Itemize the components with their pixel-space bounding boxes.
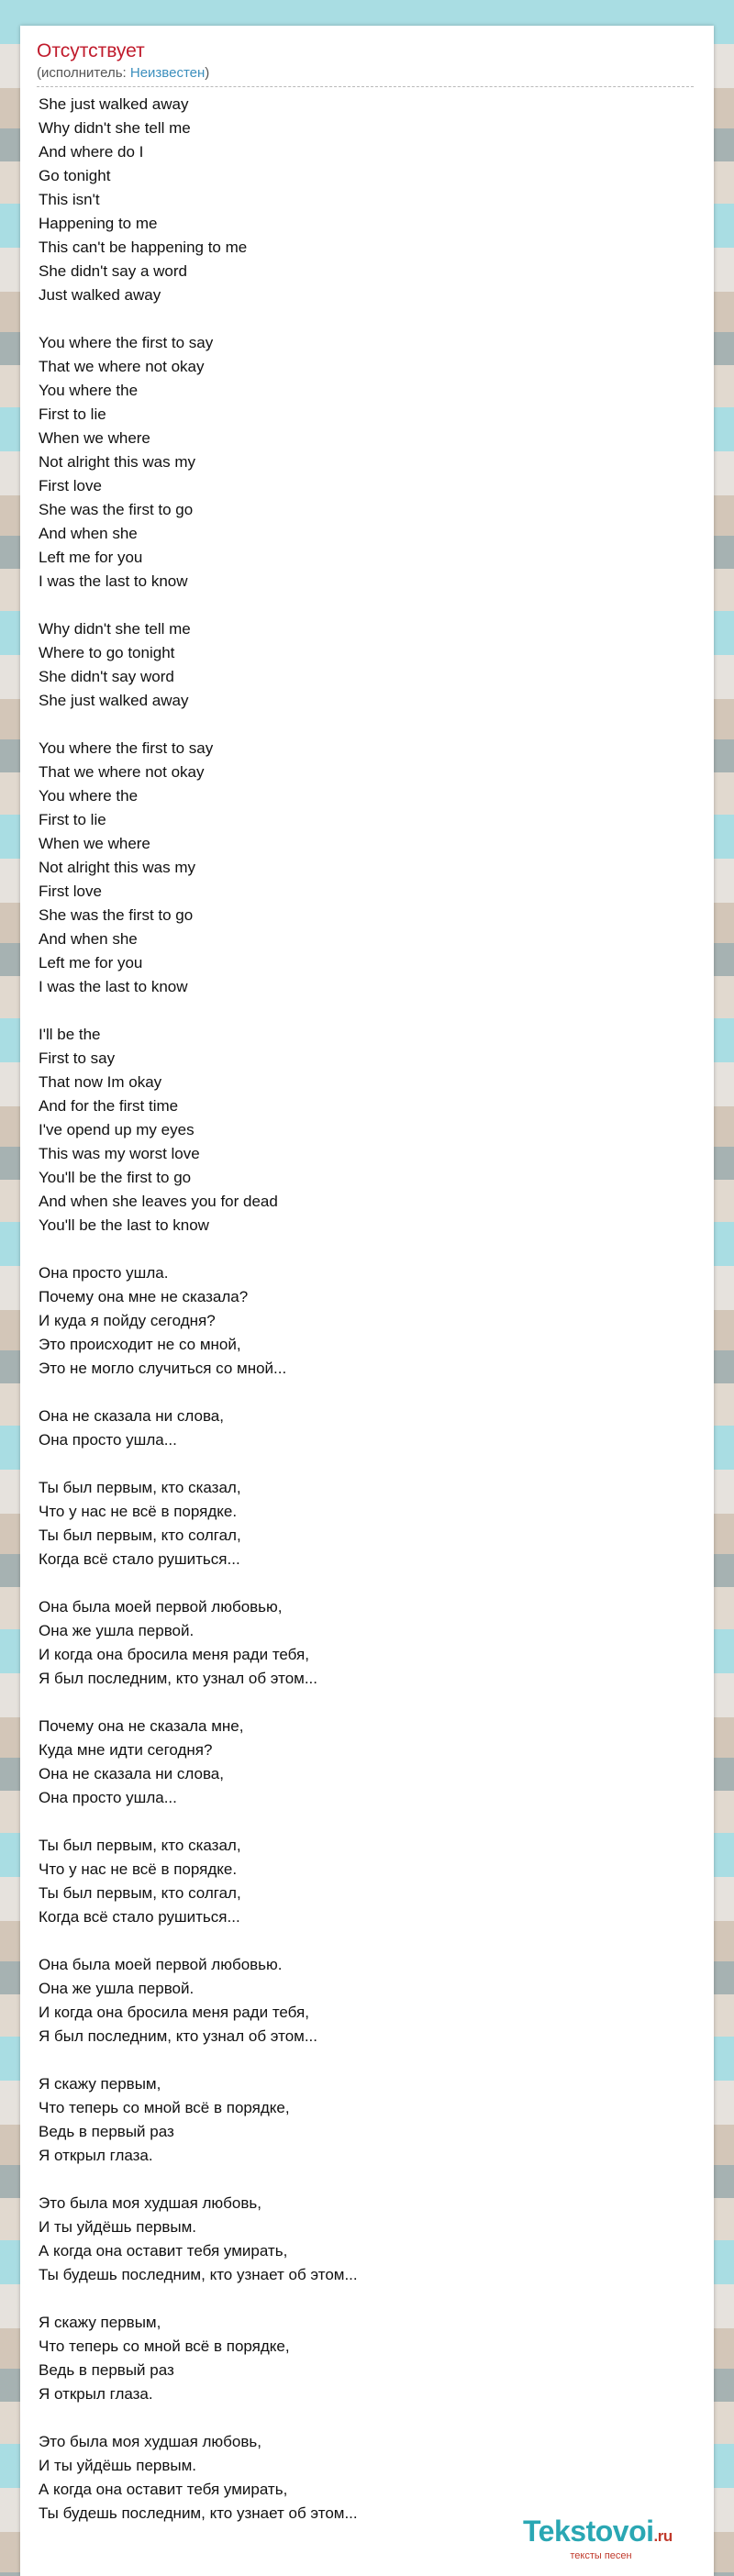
lyrics-line: This can't be happening to me bbox=[39, 239, 248, 256]
lyrics-line: She didn't say word bbox=[39, 668, 174, 685]
lyrics-line: А когда она оставит тебя умирать, bbox=[39, 2242, 288, 2260]
header-divider bbox=[37, 86, 694, 87]
lyrics-line: Что у нас не всё в порядке. bbox=[39, 1860, 238, 1878]
lyrics-line: Когда всё стало рушиться... bbox=[39, 1550, 240, 1568]
lyrics-line: You'll be the last to know bbox=[39, 1216, 209, 1234]
lyrics-stanza bbox=[39, 737, 681, 999]
lyrics-stanza bbox=[39, 1953, 681, 2049]
lyrics-line: Она просто ушла... bbox=[39, 1431, 177, 1449]
lyrics-line: Left me for you bbox=[39, 954, 143, 972]
lyrics-line: First love bbox=[39, 477, 102, 494]
lyrics-line: Почему она мне не сказала? bbox=[39, 1288, 249, 1305]
logo-wordmark bbox=[523, 2515, 697, 2552]
lyrics-stanza bbox=[39, 2072, 681, 2168]
lyrics-stanza bbox=[39, 2430, 681, 2526]
lyrics-line: That we where not okay bbox=[39, 763, 205, 781]
lyrics-line: First to say bbox=[39, 1049, 116, 1067]
lyrics-line: Ты был первым, кто сказал, bbox=[39, 1479, 241, 1496]
lyrics-line: Это была моя худшая любовь, bbox=[39, 2433, 261, 2450]
lyrics-line: And when she bbox=[39, 525, 138, 542]
lyrics-stanza bbox=[39, 1405, 681, 1452]
lyrics-line: Я был последним, кто узнал об этом... bbox=[39, 2027, 317, 2045]
lyrics-line: I've opend up my eyes bbox=[39, 1121, 195, 1138]
lyrics-line: You'll be the first to go bbox=[39, 1169, 192, 1186]
lyrics-line: Ведь в первый раз bbox=[39, 2361, 174, 2379]
lyrics-line: Что теперь со мной всё в порядке, bbox=[39, 2099, 290, 2116]
lyrics-line: Ты будешь последним, кто узнает об этом... bbox=[39, 2266, 358, 2283]
song-title: Отсутствует bbox=[37, 40, 145, 61]
lyrics-line: And where do I bbox=[39, 143, 144, 161]
logo-tagline: тексты песен bbox=[570, 2550, 632, 2561]
lyrics-line: Она была моей первой любовью, bbox=[39, 1598, 283, 1616]
lyrics-stanza bbox=[39, 1476, 681, 1571]
lyrics-line: You where the bbox=[39, 382, 139, 399]
lyrics-line: Just walked away bbox=[39, 286, 161, 304]
lyrics-line: Why didn't she tell me bbox=[39, 620, 191, 638]
lyrics-line: She was the first to go bbox=[39, 906, 194, 924]
lyrics-line: Ведь в первый раз bbox=[39, 2123, 174, 2140]
lyrics-line: When we where bbox=[39, 429, 150, 447]
lyrics-line: Я открыл глаза. bbox=[39, 2147, 153, 2164]
lyrics-stanza bbox=[39, 1834, 681, 1929]
lyrics-line: Она была моей первой любовью. bbox=[39, 1956, 283, 1973]
lyrics-line: That now Im okay bbox=[39, 1073, 162, 1091]
lyrics-line: И куда я пойду сегодня? bbox=[39, 1312, 216, 1329]
lyrics-line: Я скажу первым, bbox=[39, 2075, 161, 2093]
lyrics-line: And when she leaves you for dead bbox=[39, 1193, 278, 1210]
lyrics-line: Это была моя худшая любовь, bbox=[39, 2194, 261, 2212]
lyrics-line: Это происходит не со мной, bbox=[39, 1336, 241, 1353]
lyrics-line: And for the first time bbox=[39, 1097, 179, 1115]
lyrics-line: You where the first to say bbox=[39, 739, 214, 757]
lyrics-line: She just walked away bbox=[39, 692, 189, 709]
lyrics-line: Ты будешь последним, кто узнает об этом... bbox=[39, 2504, 358, 2522]
lyrics-stanza bbox=[39, 93, 681, 307]
lyrics-line: Она просто ушла. bbox=[39, 1264, 169, 1282]
lyrics-stanza bbox=[39, 331, 681, 594]
lyrics-line: First love bbox=[39, 883, 102, 900]
lyrics-line: She didn't say a word bbox=[39, 262, 188, 280]
lyrics-line: Я скажу первым, bbox=[39, 2314, 161, 2331]
lyrics-line: И ты уйдёшь первым. bbox=[39, 2218, 197, 2236]
lyrics-line: She just walked away bbox=[39, 95, 189, 113]
lyrics-line: Она не сказала ни слова, bbox=[39, 1407, 224, 1425]
lyrics-stanza bbox=[39, 2192, 681, 2287]
lyrics-line: Это не могло случиться со мной... bbox=[39, 1360, 287, 1377]
site-logo[interactable] bbox=[523, 2515, 697, 2567]
lyrics-line: Left me for you bbox=[39, 549, 143, 566]
lyrics-line: Она же ушла первой. bbox=[39, 1980, 195, 1997]
lyrics-line: Она же ушла первой. bbox=[39, 1622, 195, 1639]
lyrics-line: И когда она бросила меня ради тебя, bbox=[39, 1646, 309, 1663]
lyrics-line: You where the first to say bbox=[39, 334, 214, 351]
lyrics-line: Happening to me bbox=[39, 215, 158, 232]
lyrics-stanza bbox=[39, 1023, 681, 1238]
lyrics-card bbox=[20, 26, 714, 2576]
lyrics-line: You where the bbox=[39, 787, 139, 805]
artist-prefix: (исполнитель: bbox=[37, 65, 130, 81]
lyrics-line: I was the last to know bbox=[39, 978, 188, 995]
lyrics-line: Why didn't she tell me bbox=[39, 119, 191, 137]
lyrics-line: Not alright this was my bbox=[39, 453, 195, 471]
lyrics-line: Not alright this was my bbox=[39, 859, 195, 876]
lyrics-line: Go tonight bbox=[39, 167, 111, 184]
lyrics-line: Что у нас не всё в порядке. bbox=[39, 1503, 238, 1520]
lyrics-line: А когда она оставит тебя умирать, bbox=[39, 2481, 288, 2498]
lyrics-line: First to lie bbox=[39, 811, 106, 828]
lyrics-stanza bbox=[39, 1715, 681, 1810]
song-header bbox=[37, 39, 694, 87]
lyrics-line: This isn't bbox=[39, 191, 100, 208]
lyrics-stanza bbox=[39, 2311, 681, 2406]
lyrics-line: И ты уйдёшь первым. bbox=[39, 2457, 197, 2474]
lyrics-line: That we where not okay bbox=[39, 358, 205, 375]
lyrics-line: И когда она бросила меня ради тебя, bbox=[39, 2004, 309, 2021]
artist-line bbox=[37, 64, 694, 83]
artist-link[interactable]: Неизвестен bbox=[129, 65, 206, 81]
lyrics-line: Почему она не сказала мне, bbox=[39, 1717, 244, 1735]
lyrics-line: Where to go tonight bbox=[39, 644, 175, 661]
lyrics-stanza bbox=[39, 1261, 681, 1381]
lyrics-line: Я открыл глаза. bbox=[39, 2385, 153, 2403]
lyrics-line: Она просто ушла... bbox=[39, 1789, 177, 1806]
lyrics-line: And when she bbox=[39, 930, 138, 948]
logo-name: Tekstovoi bbox=[523, 2515, 654, 2548]
lyrics-line: Что теперь со мной всё в порядке, bbox=[39, 2337, 290, 2355]
lyrics-line: She was the first to go bbox=[39, 501, 194, 518]
lyrics-line: Куда мне идти сегодня? bbox=[39, 1741, 213, 1759]
artist-suffix: ) bbox=[205, 65, 210, 81]
lyrics-stanza bbox=[39, 617, 681, 713]
logo-tld: .ru bbox=[653, 2527, 673, 2545]
lyrics-line: Когда всё стало рушиться... bbox=[39, 1908, 240, 1926]
lyrics-line: I was the last to know bbox=[39, 572, 188, 590]
lyrics-line: Она не сказала ни слова, bbox=[39, 1765, 224, 1782]
lyrics-line: First to lie bbox=[39, 405, 106, 423]
lyrics-line: Ты был первым, кто солгал, bbox=[39, 1884, 241, 1902]
lyrics-line: Ты был первым, кто сказал, bbox=[39, 1837, 241, 1854]
lyrics-line: Я был последним, кто узнал об этом... bbox=[39, 1670, 317, 1687]
lyrics-line: This was my worst love bbox=[39, 1145, 200, 1162]
lyrics-line: When we where bbox=[39, 835, 150, 852]
lyrics-text bbox=[39, 93, 681, 2549]
lyrics-line: Ты был первым, кто солгал, bbox=[39, 1527, 241, 1544]
lyrics-line: I'll be the bbox=[39, 1026, 101, 1043]
lyrics-stanza bbox=[39, 1595, 681, 1691]
